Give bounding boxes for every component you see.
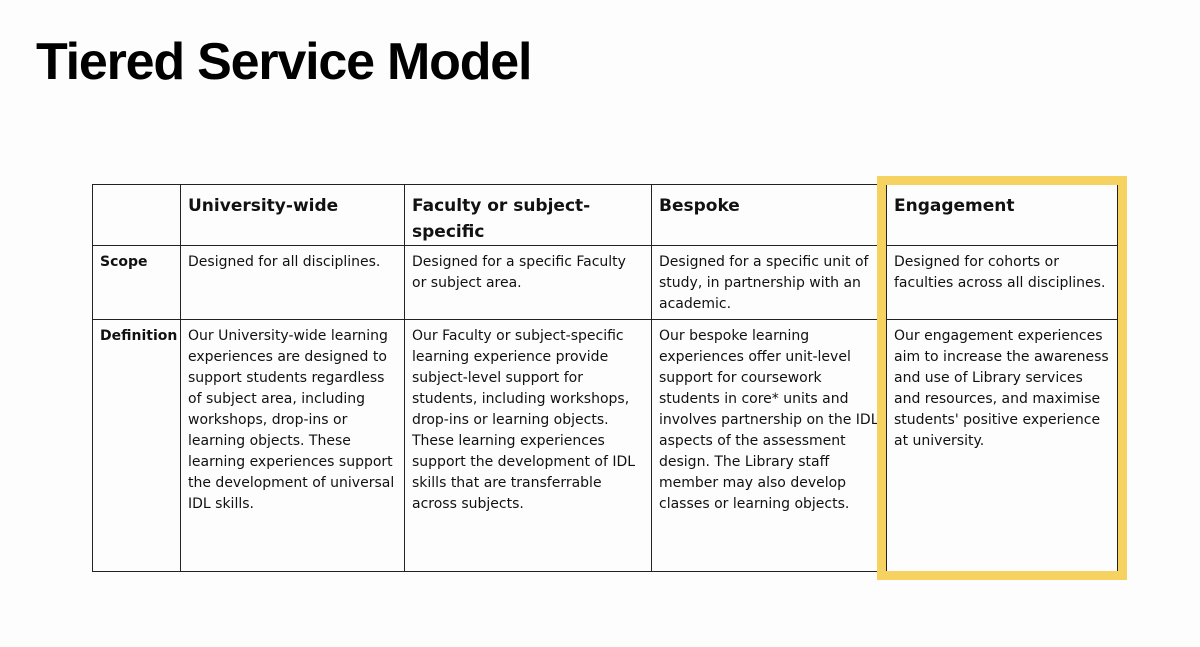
scope-engagement: Designed for cohorts or faculties across all disciplines. [887, 246, 1118, 320]
scope-university-wide: Designed for all disciplines. [181, 246, 405, 320]
definition-faculty-or-subject-specific: Our Faculty or subject-specific learning experience provide subject-level support for students, including workshops, drop-ins or learning objects. These learning experiences support the development of IDL skills that are transferrable across subjects. [405, 320, 652, 572]
table-row-definition [93, 320, 1118, 572]
row-label-scope: Scope [93, 246, 181, 320]
header-engagement: Engagement [887, 185, 1118, 246]
row-label-definition: Definition [93, 320, 181, 572]
header-bespoke: Bespoke [652, 185, 887, 246]
slide-title: Tiered Service Model [36, 33, 532, 91]
header-university-wide: University-wide [181, 185, 405, 246]
header-corner-cell [93, 185, 181, 246]
definition-engagement: Our engagement experiences aim to increase the awareness and use of Library services and resources, and maximise students' positive experience at university. [887, 320, 1118, 572]
header-faculty-or-subject-specific: Faculty or subject-specific [405, 185, 652, 246]
scope-bespoke: Designed for a specific unit of study, in partnership with an academic. [652, 246, 887, 320]
definition-bespoke: Our bespoke learning experiences offer unit-level support for coursework students in core* units and involves partnership on the IDL aspects of the assessment design. The Library staff member may also develop classes or learning objects. [652, 320, 887, 572]
tiered-service-table [92, 184, 1118, 572]
table-header-row [93, 185, 1118, 246]
table-row-scope [93, 246, 1118, 320]
scope-faculty-or-subject-specific: Designed for a specific Faculty or subject area. [405, 246, 652, 320]
definition-university-wide: Our University-wide learning experiences are designed to support students regardless of subject area, including workshops, drop-ins or learning objects. These learning experiences support the development of universal IDL skills. [181, 320, 405, 572]
